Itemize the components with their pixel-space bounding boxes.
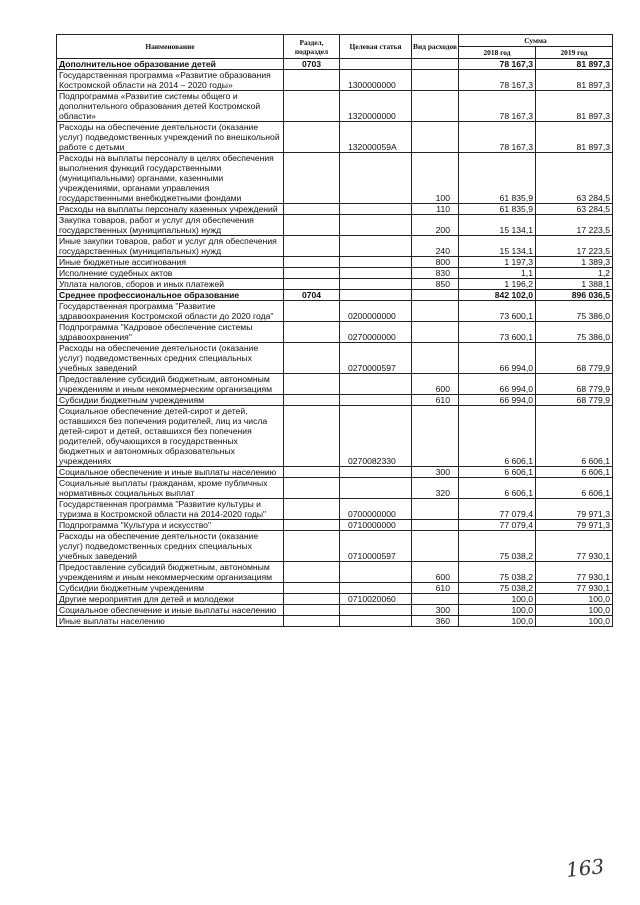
cell-type — [412, 70, 459, 91]
cell-a2019: 6 606,1 — [536, 478, 613, 499]
table-row — [57, 257, 613, 268]
cell-target — [340, 583, 412, 594]
cell-a2018: 73 600,1 — [459, 301, 536, 322]
cell-target: 0270000000 — [340, 322, 412, 343]
cell-section — [284, 478, 340, 499]
cell-target: 1320000000 — [340, 91, 412, 122]
cell-name: Социальное обеспечение и иные выплаты населению — [57, 467, 284, 478]
cell-a2018: 100,0 — [459, 616, 536, 627]
table-row — [57, 59, 613, 70]
cell-a2018: 75 038,2 — [459, 583, 536, 594]
cell-type: 610 — [412, 395, 459, 406]
cell-section — [284, 594, 340, 605]
table-row — [57, 616, 613, 627]
table-row — [57, 467, 613, 478]
cell-a2019: 77 930,1 — [536, 562, 613, 583]
cell-a2018: 78 167,3 — [459, 70, 536, 91]
cell-name: Социальное обеспечение детей-сирот и детей, оставшихся без попечения родителей, лиц из числа детей-сирот и детей, оставшихся без попечения родителей, обучающихся в государственных бюджетных и автономных образовательных учреждениях — [57, 406, 284, 467]
table-row — [57, 91, 613, 122]
cell-section — [284, 70, 340, 91]
cell-target — [340, 562, 412, 583]
cell-type — [412, 290, 459, 301]
cell-a2019: 75 386,0 — [536, 301, 613, 322]
table-row — [57, 122, 613, 153]
cell-type: 830 — [412, 268, 459, 279]
cell-type — [412, 343, 459, 374]
cell-target: 0200000000 — [340, 301, 412, 322]
cell-target — [340, 204, 412, 215]
cell-name: Расходы на обеспечение деятельности (оказание услуг) подведомственных средних специальных учебных заведений — [57, 343, 284, 374]
cell-a2019: 896 036,5 — [536, 290, 613, 301]
cell-type — [412, 499, 459, 520]
cell-type: 240 — [412, 236, 459, 257]
cell-a2019: 79 971,3 — [536, 520, 613, 531]
cell-a2019: 81 897,3 — [536, 91, 613, 122]
cell-a2018: 75 038,2 — [459, 562, 536, 583]
cell-section — [284, 322, 340, 343]
cell-a2019: 1,2 — [536, 268, 613, 279]
cell-a2018: 66 994,0 — [459, 395, 536, 406]
header-year-2018: 2018 год — [459, 47, 536, 59]
cell-type — [412, 594, 459, 605]
cell-section — [284, 204, 340, 215]
cell-target — [340, 467, 412, 478]
cell-section — [284, 122, 340, 153]
cell-a2018: 1 196,2 — [459, 279, 536, 290]
table-body — [57, 59, 613, 627]
cell-name: Расходы на выплаты персоналу в целях обеспечения выполнения функций государственными (муниципальными) органами, казенными учреждениями, органами управления государственными внебюджетными фондами — [57, 153, 284, 204]
cell-name: Дополнительное образование детей — [57, 59, 284, 70]
cell-section — [284, 91, 340, 122]
cell-name: Подпрограмма "Культура и искусство" — [57, 520, 284, 531]
cell-target: 0270000597 — [340, 343, 412, 374]
cell-section: 0704 — [284, 290, 340, 301]
table-row — [57, 70, 613, 91]
cell-a2019: 77 930,1 — [536, 583, 613, 594]
cell-name: Иные бюджетные ассигнования — [57, 257, 284, 268]
cell-section — [284, 467, 340, 478]
cell-section — [284, 616, 340, 627]
cell-type: 600 — [412, 562, 459, 583]
cell-a2019: 63 284,5 — [536, 204, 613, 215]
cell-section — [284, 531, 340, 562]
cell-a2018: 1,1 — [459, 268, 536, 279]
cell-target: 0710000597 — [340, 531, 412, 562]
cell-a2018: 100,0 — [459, 594, 536, 605]
cell-type: 610 — [412, 583, 459, 594]
cell-a2018: 78 167,3 — [459, 122, 536, 153]
cell-type — [412, 531, 459, 562]
cell-name: Иные выплаты населению — [57, 616, 284, 627]
table-row — [57, 499, 613, 520]
cell-section — [284, 257, 340, 268]
cell-target: 0700000000 — [340, 499, 412, 520]
cell-a2019: 77 930,1 — [536, 531, 613, 562]
cell-type: 300 — [412, 605, 459, 616]
cell-section — [284, 343, 340, 374]
cell-section: 0703 — [284, 59, 340, 70]
table-row — [57, 395, 613, 406]
cell-type — [412, 91, 459, 122]
cell-a2019: 100,0 — [536, 616, 613, 627]
table-row — [57, 268, 613, 279]
cell-target — [340, 215, 412, 236]
cell-name: Иные закупки товаров, работ и услуг для обеспечения государственных (муниципальных) нужд — [57, 236, 284, 257]
cell-name: Расходы на выплаты персоналу казенных учреждений — [57, 204, 284, 215]
cell-section — [284, 395, 340, 406]
cell-target: 0710000000 — [340, 520, 412, 531]
cell-target — [340, 257, 412, 268]
cell-a2018: 61 835,9 — [459, 153, 536, 204]
budget-table — [56, 34, 613, 627]
cell-a2018: 77 079,4 — [459, 520, 536, 531]
table-row — [57, 236, 613, 257]
cell-name: Предоставление субсидий бюджетным, автономным учреждениям и иным некоммерческим организациям — [57, 374, 284, 395]
cell-type: 100 — [412, 153, 459, 204]
cell-a2019: 68 779,9 — [536, 343, 613, 374]
cell-section — [284, 583, 340, 594]
table-row — [57, 583, 613, 594]
cell-target: 1300000000 — [340, 70, 412, 91]
table-row — [57, 406, 613, 467]
cell-section — [284, 406, 340, 467]
table-row — [57, 478, 613, 499]
cell-type — [412, 59, 459, 70]
cell-type — [412, 322, 459, 343]
cell-a2018: 78 167,3 — [459, 59, 536, 70]
table-row — [57, 215, 613, 236]
page-number: 163 — [564, 854, 606, 882]
cell-a2019: 1 389,3 — [536, 257, 613, 268]
cell-name: Расходы на обеспечение деятельности (оказание услуг) подведомственных средних специальных учебных заведений — [57, 531, 284, 562]
cell-type — [412, 301, 459, 322]
cell-name: Уплата налогов, сборов и иных платежей — [57, 279, 284, 290]
cell-a2018: 77 079,4 — [459, 499, 536, 520]
header-target: Целевая статья — [340, 35, 412, 59]
cell-section — [284, 268, 340, 279]
cell-a2018: 15 134,1 — [459, 236, 536, 257]
cell-target — [340, 268, 412, 279]
cell-name: Предоставление субсидий бюджетным, автономным учреждениям и иным некоммерческим организациям — [57, 562, 284, 583]
cell-a2019: 68 779,9 — [536, 395, 613, 406]
table-row — [57, 594, 613, 605]
cell-name: Исполнение судебных актов — [57, 268, 284, 279]
header-sum: Сумма — [459, 35, 613, 47]
cell-a2018: 78 167,3 — [459, 91, 536, 122]
cell-section — [284, 153, 340, 204]
cell-target — [340, 59, 412, 70]
cell-target: 0270082330 — [340, 406, 412, 467]
cell-target — [340, 605, 412, 616]
cell-type: 200 — [412, 215, 459, 236]
cell-name: Подпрограмма «Развитие системы общего и дополнительного образования детей Костромской области» — [57, 91, 284, 122]
cell-section — [284, 215, 340, 236]
table-row — [57, 531, 613, 562]
table-row — [57, 520, 613, 531]
cell-a2018: 100,0 — [459, 605, 536, 616]
cell-target: 0710020060 — [340, 594, 412, 605]
cell-target — [340, 279, 412, 290]
table-row — [57, 153, 613, 204]
cell-a2018: 66 994,0 — [459, 343, 536, 374]
cell-a2018: 6 606,1 — [459, 406, 536, 467]
cell-a2019: 81 897,3 — [536, 59, 613, 70]
cell-name: Подпрограмма "Кадровое обеспечение системы здравоохранения" — [57, 322, 284, 343]
cell-section — [284, 605, 340, 616]
cell-target — [340, 236, 412, 257]
cell-target — [340, 616, 412, 627]
cell-type — [412, 122, 459, 153]
cell-name: Субсидии бюджетным учреждениям — [57, 395, 284, 406]
cell-a2018: 61 835,9 — [459, 204, 536, 215]
table-row — [57, 343, 613, 374]
table-row — [57, 322, 613, 343]
cell-target — [340, 290, 412, 301]
table-row — [57, 562, 613, 583]
cell-a2019: 17 223,5 — [536, 215, 613, 236]
header-year-2019: 2019 год — [536, 47, 613, 59]
header-type: Вид расходов — [412, 35, 459, 59]
cell-name: Закупка товаров, работ и услуг для обеспечения государственных (муниципальных) нужд — [57, 215, 284, 236]
cell-name: Государственная программа "Развитие здравоохранения Костромской области до 2020 года" — [57, 301, 284, 322]
cell-a2018: 73 600,1 — [459, 322, 536, 343]
table-row — [57, 374, 613, 395]
cell-a2018: 66 994,0 — [459, 374, 536, 395]
cell-name: Социальное обеспечение и иные выплаты населению — [57, 605, 284, 616]
cell-type — [412, 406, 459, 467]
cell-type: 300 — [412, 467, 459, 478]
cell-a2019: 79 971,3 — [536, 499, 613, 520]
table-row — [57, 605, 613, 616]
table-row — [57, 301, 613, 322]
cell-name: Среднее профессиональное образование — [57, 290, 284, 301]
header-section: Раздел, подраздел — [284, 35, 340, 59]
cell-name: Государственная программа "Развитие культуры и туризма в Костромской области на 2014-2020 годы" — [57, 499, 284, 520]
cell-a2019: 81 897,3 — [536, 70, 613, 91]
cell-section — [284, 236, 340, 257]
cell-type: 360 — [412, 616, 459, 627]
cell-a2019: 1 388,1 — [536, 279, 613, 290]
cell-a2019: 75 386,0 — [536, 322, 613, 343]
cell-target — [340, 478, 412, 499]
cell-type: 800 — [412, 257, 459, 268]
cell-section — [284, 562, 340, 583]
cell-section — [284, 520, 340, 531]
cell-a2019: 6 606,1 — [536, 467, 613, 478]
cell-target — [340, 153, 412, 204]
cell-a2019: 68 779,9 — [536, 374, 613, 395]
cell-a2018: 6 606,1 — [459, 478, 536, 499]
header-name: Наименование — [57, 35, 284, 59]
cell-a2019: 6 606,1 — [536, 406, 613, 467]
cell-a2019: 100,0 — [536, 594, 613, 605]
cell-a2018: 6 606,1 — [459, 467, 536, 478]
cell-a2019: 63 284,5 — [536, 153, 613, 204]
cell-a2018: 75 038,2 — [459, 531, 536, 562]
cell-a2018: 1 197,3 — [459, 257, 536, 268]
cell-a2019: 17 223,5 — [536, 236, 613, 257]
cell-a2019: 100,0 — [536, 605, 613, 616]
cell-type: 850 — [412, 279, 459, 290]
cell-target — [340, 395, 412, 406]
table-row — [57, 204, 613, 215]
cell-section — [284, 301, 340, 322]
cell-name: Другие мероприятия для детей и молодежи — [57, 594, 284, 605]
cell-section — [284, 374, 340, 395]
cell-name: Социальные выплаты гражданам, кроме публичных нормативных социальных выплат — [57, 478, 284, 499]
cell-name: Расходы на обеспечение деятельности (оказание услуг) подведомственных учреждений по внешкольной работе с детьми — [57, 122, 284, 153]
cell-a2018: 842 102,0 — [459, 290, 536, 301]
cell-section — [284, 279, 340, 290]
cell-type: 110 — [412, 204, 459, 215]
cell-type: 320 — [412, 478, 459, 499]
cell-target — [340, 374, 412, 395]
cell-a2019: 81 897,3 — [536, 122, 613, 153]
cell-a2018: 15 134,1 — [459, 215, 536, 236]
cell-name: Государственная программа «Развитие образования Костромской области на 2014 – 2020 годы» — [57, 70, 284, 91]
cell-type — [412, 520, 459, 531]
cell-name: Субсидии бюджетным учреждениям — [57, 583, 284, 594]
table-row — [57, 279, 613, 290]
cell-section — [284, 499, 340, 520]
cell-target: 132000059А — [340, 122, 412, 153]
table-row — [57, 290, 613, 301]
cell-type: 600 — [412, 374, 459, 395]
